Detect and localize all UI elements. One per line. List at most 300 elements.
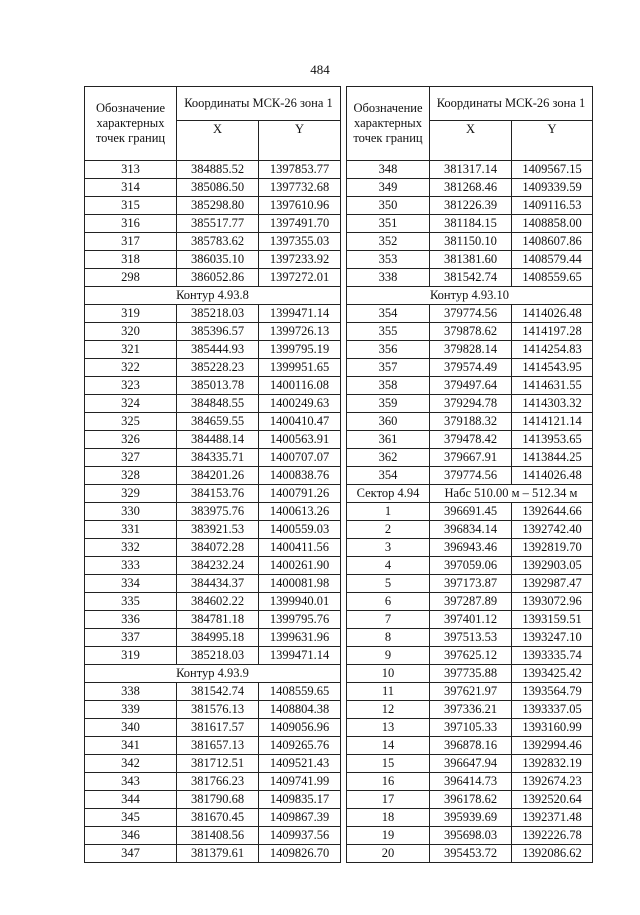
point-id-cell: 343 bbox=[85, 773, 177, 791]
point-id-cell: 318 bbox=[85, 251, 177, 269]
x-header: X bbox=[430, 121, 512, 161]
point-id-cell: 320 bbox=[85, 323, 177, 341]
table-row bbox=[85, 737, 341, 755]
y-coordinate-cell: 1393247.10 bbox=[512, 629, 593, 647]
coord-system-header: Координаты МСК-26 зона 1 bbox=[430, 87, 593, 121]
table-row bbox=[85, 683, 341, 701]
point-id-cell: 338 bbox=[347, 269, 430, 287]
contour-title: Контур 4.93.9 bbox=[85, 665, 341, 683]
y-coordinate-cell: 1397355.03 bbox=[259, 233, 341, 251]
table-row bbox=[347, 503, 593, 521]
x-coordinate-cell: 381408.56 bbox=[177, 827, 259, 845]
x-coordinate-cell: 381268.46 bbox=[430, 179, 512, 197]
point-id-cell: 322 bbox=[85, 359, 177, 377]
table-row bbox=[347, 431, 593, 449]
table-body-right bbox=[347, 161, 593, 863]
point-id-cell: 354 bbox=[347, 305, 430, 323]
point-id-cell: 356 bbox=[347, 341, 430, 359]
y-coordinate-cell: 1393425.42 bbox=[512, 665, 593, 683]
y-coordinate-cell: 1397272.01 bbox=[259, 269, 341, 287]
point-id-cell: 6 bbox=[347, 593, 430, 611]
x-coordinate-cell: 381790.68 bbox=[177, 791, 259, 809]
table-row bbox=[347, 521, 593, 539]
table-row bbox=[85, 377, 341, 395]
table-row bbox=[85, 305, 341, 323]
y-coordinate-cell: 1413953.65 bbox=[512, 431, 593, 449]
x-coordinate-cell: 397173.87 bbox=[430, 575, 512, 593]
point-id-cell: 333 bbox=[85, 557, 177, 575]
table-row bbox=[347, 251, 593, 269]
table-row bbox=[347, 737, 593, 755]
table-row bbox=[85, 215, 341, 233]
table-row bbox=[85, 197, 341, 215]
y-coordinate-cell: 1392819.70 bbox=[512, 539, 593, 557]
y-coordinate-cell: 1408607.86 bbox=[512, 233, 593, 251]
table-row bbox=[85, 719, 341, 737]
x-coordinate-cell: 396878.16 bbox=[430, 737, 512, 755]
x-coordinate-cell: 381657.13 bbox=[177, 737, 259, 755]
point-label-header: Обозначение характерных точек границ bbox=[347, 87, 430, 161]
point-id-cell: 315 bbox=[85, 197, 177, 215]
point-id-cell: 7 bbox=[347, 611, 430, 629]
table-row bbox=[85, 701, 341, 719]
y-coordinate-cell: 1399471.14 bbox=[259, 647, 341, 665]
y-coordinate-cell: 1393564.79 bbox=[512, 683, 593, 701]
x-coordinate-cell: 381576.13 bbox=[177, 701, 259, 719]
table-row bbox=[347, 809, 593, 827]
point-id-cell: 326 bbox=[85, 431, 177, 449]
x-coordinate-cell: 379774.56 bbox=[430, 467, 512, 485]
y-coordinate-cell: 1392520.64 bbox=[512, 791, 593, 809]
table-row bbox=[85, 629, 341, 647]
point-id-cell: 18 bbox=[347, 809, 430, 827]
y-coordinate-cell: 1399940.01 bbox=[259, 593, 341, 611]
point-id-cell: 313 bbox=[85, 161, 177, 179]
table-row bbox=[347, 197, 593, 215]
table-row bbox=[85, 647, 341, 665]
table-row bbox=[347, 215, 593, 233]
x-coordinate-cell: 379878.62 bbox=[430, 323, 512, 341]
table-row bbox=[347, 827, 593, 845]
table-row bbox=[347, 233, 593, 251]
y-coordinate-cell: 1393335.74 bbox=[512, 647, 593, 665]
x-coordinate-cell: 395453.72 bbox=[430, 845, 512, 863]
table-row bbox=[347, 665, 593, 683]
point-id-cell: 352 bbox=[347, 233, 430, 251]
point-id-cell: 338 bbox=[85, 683, 177, 701]
x-coordinate-cell: 385444.93 bbox=[177, 341, 259, 359]
y-coordinate-cell: 1400261.90 bbox=[259, 557, 341, 575]
y-coordinate-cell: 1400563.91 bbox=[259, 431, 341, 449]
point-id-cell: 1 bbox=[347, 503, 430, 521]
point-id-cell: 323 bbox=[85, 377, 177, 395]
point-id-cell: 15 bbox=[347, 755, 430, 773]
x-coordinate-cell: 381542.74 bbox=[177, 683, 259, 701]
x-coordinate-cell: 396943.46 bbox=[430, 539, 512, 557]
point-id-cell: 341 bbox=[85, 737, 177, 755]
y-coordinate-cell: 1392742.40 bbox=[512, 521, 593, 539]
table-row bbox=[347, 539, 593, 557]
y-coordinate-cell: 1409835.17 bbox=[259, 791, 341, 809]
y-coordinate-cell: 1400613.26 bbox=[259, 503, 341, 521]
point-id-cell: 345 bbox=[85, 809, 177, 827]
x-coordinate-cell: 384072.28 bbox=[177, 539, 259, 557]
y-coordinate-cell: 1399795.76 bbox=[259, 611, 341, 629]
x-coordinate-cell: 385218.03 bbox=[177, 647, 259, 665]
sector-height-range: Набс 510.00 м – 512.34 м bbox=[430, 485, 593, 503]
y-coordinate-cell: 1400838.76 bbox=[259, 467, 341, 485]
x-coordinate-cell: 396691.45 bbox=[430, 503, 512, 521]
y-coordinate-cell: 1409867.39 bbox=[259, 809, 341, 827]
x-coordinate-cell: 396178.62 bbox=[430, 791, 512, 809]
x-coordinate-cell: 384781.18 bbox=[177, 611, 259, 629]
table-row bbox=[85, 413, 341, 431]
table-row bbox=[85, 809, 341, 827]
y-coordinate-cell: 1393160.99 bbox=[512, 719, 593, 737]
x-coordinate-cell: 383975.76 bbox=[177, 503, 259, 521]
point-id-cell: 5 bbox=[347, 575, 430, 593]
table-row bbox=[85, 341, 341, 359]
point-id-cell: 349 bbox=[347, 179, 430, 197]
point-id-cell: 344 bbox=[85, 791, 177, 809]
x-coordinate-cell: 397105.33 bbox=[430, 719, 512, 737]
point-id-cell: 337 bbox=[85, 629, 177, 647]
y-coordinate-cell: 1397233.92 bbox=[259, 251, 341, 269]
point-id-cell: 330 bbox=[85, 503, 177, 521]
y-header: Y bbox=[512, 121, 593, 161]
x-coordinate-cell: 397401.12 bbox=[430, 611, 512, 629]
point-id-cell: 360 bbox=[347, 413, 430, 431]
x-coordinate-cell: 381542.74 bbox=[430, 269, 512, 287]
y-coordinate-cell: 1408559.65 bbox=[259, 683, 341, 701]
table-row bbox=[85, 449, 341, 467]
table-row bbox=[347, 305, 593, 323]
y-coordinate-cell: 1399631.96 bbox=[259, 629, 341, 647]
table-row bbox=[85, 233, 341, 251]
x-coordinate-cell: 384995.18 bbox=[177, 629, 259, 647]
y-coordinate-cell: 1408579.44 bbox=[512, 251, 593, 269]
x-coordinate-cell: 386052.86 bbox=[177, 269, 259, 287]
table-row bbox=[85, 521, 341, 539]
table-row bbox=[347, 467, 593, 485]
point-id-cell: 347 bbox=[85, 845, 177, 863]
point-id-cell: 314 bbox=[85, 179, 177, 197]
table-header bbox=[347, 87, 593, 161]
x-coordinate-cell: 384885.52 bbox=[177, 161, 259, 179]
x-coordinate-cell: 385218.03 bbox=[177, 305, 259, 323]
table-row bbox=[347, 755, 593, 773]
x-coordinate-cell: 395698.03 bbox=[430, 827, 512, 845]
table-row bbox=[347, 629, 593, 647]
x-coordinate-cell: 381226.39 bbox=[430, 197, 512, 215]
x-coordinate-cell: 381379.61 bbox=[177, 845, 259, 863]
table-row bbox=[347, 341, 593, 359]
y-coordinate-cell: 1392832.19 bbox=[512, 755, 593, 773]
table-row bbox=[347, 413, 593, 431]
y-coordinate-cell: 1414543.95 bbox=[512, 359, 593, 377]
y-coordinate-cell: 1399951.65 bbox=[259, 359, 341, 377]
table-row bbox=[347, 683, 593, 701]
table-row bbox=[347, 593, 593, 611]
y-coordinate-cell: 1414631.55 bbox=[512, 377, 593, 395]
x-coordinate-cell: 397735.88 bbox=[430, 665, 512, 683]
x-coordinate-cell: 381617.57 bbox=[177, 719, 259, 737]
x-coordinate-cell: 397621.97 bbox=[430, 683, 512, 701]
x-coordinate-cell: 379828.14 bbox=[430, 341, 512, 359]
x-coordinate-cell: 385228.23 bbox=[177, 359, 259, 377]
x-coordinate-cell: 384602.22 bbox=[177, 593, 259, 611]
x-coordinate-cell: 397513.53 bbox=[430, 629, 512, 647]
table-row bbox=[347, 269, 593, 287]
contour-section-row bbox=[85, 665, 341, 683]
table-row bbox=[85, 827, 341, 845]
y-coordinate-cell: 1392674.23 bbox=[512, 773, 593, 791]
y-coordinate-cell: 1392987.47 bbox=[512, 575, 593, 593]
table-row bbox=[347, 377, 593, 395]
table-row bbox=[85, 539, 341, 557]
table-row bbox=[85, 359, 341, 377]
y-coordinate-cell: 1409567.15 bbox=[512, 161, 593, 179]
x-coordinate-cell: 396834.14 bbox=[430, 521, 512, 539]
y-coordinate-cell: 1408804.38 bbox=[259, 701, 341, 719]
y-coordinate-cell: 1399471.14 bbox=[259, 305, 341, 323]
point-id-cell: 361 bbox=[347, 431, 430, 449]
point-id-cell: 348 bbox=[347, 161, 430, 179]
x-coordinate-cell: 396647.94 bbox=[430, 755, 512, 773]
y-coordinate-cell: 1397491.70 bbox=[259, 215, 341, 233]
point-id-cell: 351 bbox=[347, 215, 430, 233]
y-coordinate-cell: 1400791.26 bbox=[259, 485, 341, 503]
point-id-cell: 329 bbox=[85, 485, 177, 503]
point-id-cell: 14 bbox=[347, 737, 430, 755]
point-id-cell: 319 bbox=[85, 647, 177, 665]
x-coordinate-cell: 385086.50 bbox=[177, 179, 259, 197]
point-id-cell: 8 bbox=[347, 629, 430, 647]
table-row bbox=[347, 773, 593, 791]
table-body-left bbox=[85, 161, 341, 863]
x-coordinate-cell: 396414.73 bbox=[430, 773, 512, 791]
table-row bbox=[85, 791, 341, 809]
table-row bbox=[347, 719, 593, 737]
table-row bbox=[85, 755, 341, 773]
contour-title: Контур 4.93.10 bbox=[347, 287, 593, 305]
y-coordinate-cell: 1414026.48 bbox=[512, 305, 593, 323]
y-coordinate-cell: 1393072.96 bbox=[512, 593, 593, 611]
point-label-header: Обозначение характерных точек границ bbox=[85, 87, 177, 161]
table-row bbox=[347, 791, 593, 809]
x-coordinate-cell: 385783.62 bbox=[177, 233, 259, 251]
coordinates-table-right bbox=[346, 86, 593, 863]
point-id-cell: 350 bbox=[347, 197, 430, 215]
point-id-cell: 359 bbox=[347, 395, 430, 413]
table-row bbox=[347, 647, 593, 665]
y-coordinate-cell: 1409116.53 bbox=[512, 197, 593, 215]
point-id-cell: 334 bbox=[85, 575, 177, 593]
point-id-cell: 317 bbox=[85, 233, 177, 251]
point-id-cell: 321 bbox=[85, 341, 177, 359]
y-coordinate-cell: 1409521.43 bbox=[259, 755, 341, 773]
x-coordinate-cell: 379478.42 bbox=[430, 431, 512, 449]
x-coordinate-cell: 386035.10 bbox=[177, 251, 259, 269]
table-row bbox=[85, 395, 341, 413]
table-row bbox=[347, 557, 593, 575]
y-coordinate-cell: 1414303.32 bbox=[512, 395, 593, 413]
point-id-cell: 336 bbox=[85, 611, 177, 629]
table-row bbox=[347, 323, 593, 341]
point-id-cell: 9 bbox=[347, 647, 430, 665]
coord-system-header: Координаты МСК-26 зона 1 bbox=[177, 87, 341, 121]
x-coordinate-cell: 384153.76 bbox=[177, 485, 259, 503]
point-id-cell: 327 bbox=[85, 449, 177, 467]
point-id-cell: 4 bbox=[347, 557, 430, 575]
y-coordinate-cell: 1392086.62 bbox=[512, 845, 593, 863]
y-coordinate-cell: 1392226.78 bbox=[512, 827, 593, 845]
contour-title: Контур 4.93.8 bbox=[85, 287, 341, 305]
x-coordinate-cell: 384848.55 bbox=[177, 395, 259, 413]
point-id-cell: 331 bbox=[85, 521, 177, 539]
x-coordinate-cell: 397336.21 bbox=[430, 701, 512, 719]
x-coordinate-cell: 384201.26 bbox=[177, 467, 259, 485]
y-coordinate-cell: 1399795.19 bbox=[259, 341, 341, 359]
y-coordinate-cell: 1413844.25 bbox=[512, 449, 593, 467]
sector-title: Сектор 4.94 bbox=[347, 485, 430, 503]
x-coordinate-cell: 381381.60 bbox=[430, 251, 512, 269]
y-coordinate-cell: 1409339.59 bbox=[512, 179, 593, 197]
y-coordinate-cell: 1408559.65 bbox=[512, 269, 593, 287]
page-number: 484 bbox=[310, 62, 330, 77]
y-coordinate-cell: 1397853.77 bbox=[259, 161, 341, 179]
x-coordinate-cell: 383921.53 bbox=[177, 521, 259, 539]
y-coordinate-cell: 1392371.48 bbox=[512, 809, 593, 827]
y-coordinate-cell: 1400559.03 bbox=[259, 521, 341, 539]
x-coordinate-cell: 379774.56 bbox=[430, 305, 512, 323]
point-id-cell: 2 bbox=[347, 521, 430, 539]
point-id-cell: 355 bbox=[347, 323, 430, 341]
y-coordinate-cell: 1392994.46 bbox=[512, 737, 593, 755]
y-coordinate-cell: 1400411.56 bbox=[259, 539, 341, 557]
point-id-cell: 19 bbox=[347, 827, 430, 845]
table-row bbox=[85, 611, 341, 629]
point-id-cell: 13 bbox=[347, 719, 430, 737]
y-coordinate-cell: 1397732.68 bbox=[259, 179, 341, 197]
x-coordinate-cell: 384488.14 bbox=[177, 431, 259, 449]
y-coordinate-cell: 1392903.05 bbox=[512, 557, 593, 575]
table-row bbox=[85, 323, 341, 341]
point-id-cell: 16 bbox=[347, 773, 430, 791]
y-coordinate-cell: 1409826.70 bbox=[259, 845, 341, 863]
table-row bbox=[347, 449, 593, 467]
y-coordinate-cell: 1392644.66 bbox=[512, 503, 593, 521]
table-row bbox=[347, 395, 593, 413]
table-row bbox=[347, 161, 593, 179]
point-id-cell: 358 bbox=[347, 377, 430, 395]
point-id-cell: 328 bbox=[85, 467, 177, 485]
point-id-cell: 17 bbox=[347, 791, 430, 809]
y-coordinate-cell: 1393337.05 bbox=[512, 701, 593, 719]
point-id-cell: 340 bbox=[85, 719, 177, 737]
x-coordinate-cell: 381184.15 bbox=[430, 215, 512, 233]
table-row bbox=[347, 845, 593, 863]
y-coordinate-cell: 1414254.83 bbox=[512, 341, 593, 359]
contour-section-row bbox=[85, 287, 341, 305]
point-id-cell: 332 bbox=[85, 539, 177, 557]
sector-section-row bbox=[347, 485, 593, 503]
x-coordinate-cell: 397287.89 bbox=[430, 593, 512, 611]
table-row bbox=[85, 467, 341, 485]
table-row bbox=[347, 611, 593, 629]
point-id-cell: 353 bbox=[347, 251, 430, 269]
x-coordinate-cell: 384659.55 bbox=[177, 413, 259, 431]
x-coordinate-cell: 384335.71 bbox=[177, 449, 259, 467]
x-coordinate-cell: 381766.23 bbox=[177, 773, 259, 791]
coordinates-table-left bbox=[84, 86, 341, 863]
table-row bbox=[85, 593, 341, 611]
y-coordinate-cell: 1400116.08 bbox=[259, 377, 341, 395]
point-id-cell: 12 bbox=[347, 701, 430, 719]
point-id-cell: 316 bbox=[85, 215, 177, 233]
table-row bbox=[85, 179, 341, 197]
x-coordinate-cell: 381317.14 bbox=[430, 161, 512, 179]
y-coordinate-cell: 1414121.14 bbox=[512, 413, 593, 431]
x-coordinate-cell: 395939.69 bbox=[430, 809, 512, 827]
point-id-cell: 325 bbox=[85, 413, 177, 431]
x-coordinate-cell: 384232.24 bbox=[177, 557, 259, 575]
x-coordinate-cell: 385396.57 bbox=[177, 323, 259, 341]
x-coordinate-cell: 381150.10 bbox=[430, 233, 512, 251]
y-coordinate-cell: 1400249.63 bbox=[259, 395, 341, 413]
contour-section-row bbox=[347, 287, 593, 305]
point-id-cell: 11 bbox=[347, 683, 430, 701]
point-id-cell: 362 bbox=[347, 449, 430, 467]
x-coordinate-cell: 379574.49 bbox=[430, 359, 512, 377]
y-coordinate-cell: 1409741.99 bbox=[259, 773, 341, 791]
table-row bbox=[85, 575, 341, 593]
x-coordinate-cell: 379497.64 bbox=[430, 377, 512, 395]
table-row bbox=[85, 485, 341, 503]
y-coordinate-cell: 1414197.28 bbox=[512, 323, 593, 341]
y-header: Y bbox=[259, 121, 341, 161]
point-id-cell: 298 bbox=[85, 269, 177, 287]
table-row bbox=[85, 161, 341, 179]
table-row bbox=[85, 557, 341, 575]
x-coordinate-cell: 381670.45 bbox=[177, 809, 259, 827]
point-id-cell: 357 bbox=[347, 359, 430, 377]
point-id-cell: 10 bbox=[347, 665, 430, 683]
x-coordinate-cell: 379667.91 bbox=[430, 449, 512, 467]
y-coordinate-cell: 1400410.47 bbox=[259, 413, 341, 431]
table-row bbox=[347, 359, 593, 377]
point-id-cell: 354 bbox=[347, 467, 430, 485]
table-row bbox=[85, 845, 341, 863]
point-id-cell: 342 bbox=[85, 755, 177, 773]
x-coordinate-cell: 385517.77 bbox=[177, 215, 259, 233]
table-row bbox=[85, 251, 341, 269]
point-id-cell: 346 bbox=[85, 827, 177, 845]
table-header bbox=[85, 87, 341, 161]
point-id-cell: 319 bbox=[85, 305, 177, 323]
table-row bbox=[85, 773, 341, 791]
y-coordinate-cell: 1409265.76 bbox=[259, 737, 341, 755]
x-coordinate-cell: 385013.78 bbox=[177, 377, 259, 395]
x-coordinate-cell: 379188.32 bbox=[430, 413, 512, 431]
y-coordinate-cell: 1409937.56 bbox=[259, 827, 341, 845]
table-row bbox=[347, 701, 593, 719]
point-id-cell: 339 bbox=[85, 701, 177, 719]
y-coordinate-cell: 1414026.48 bbox=[512, 467, 593, 485]
x-coordinate-cell: 397625.12 bbox=[430, 647, 512, 665]
table-row bbox=[85, 431, 341, 449]
y-coordinate-cell: 1397610.96 bbox=[259, 197, 341, 215]
